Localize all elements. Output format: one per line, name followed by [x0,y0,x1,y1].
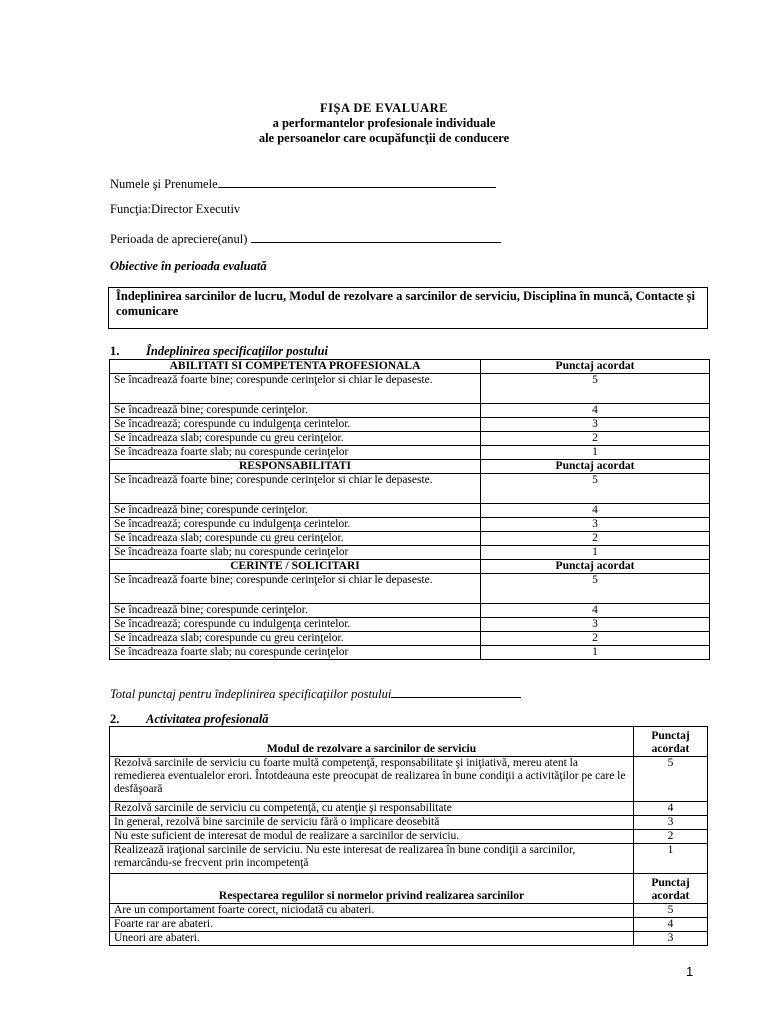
criterion-text: Realizează iraţional sarcinile de serviciu. Nu este interesat de realizarea în bune condiţii a sarcinilor, remarcându-se frecvent prin incompetenţă [110,844,634,874]
score-cell[interactable]: 2 [481,532,710,546]
score-cell[interactable]: 3 [481,518,710,532]
criterion-text: Se încadrează bine; corespunde cerinţelor. [110,504,481,518]
criterion-text: Se încadrează foarte bine; corespunde cerinţelor si chiar le depaseste. [110,374,481,404]
score-cell[interactable]: 2 [481,632,710,646]
group-header-row [110,360,710,374]
score-cell[interactable]: 1 [481,546,710,560]
criterion-text: Uneori are abateri. [110,932,634,946]
table-row [110,646,710,660]
score-cell[interactable]: 4 [481,504,710,518]
table-row [110,618,710,632]
score-cell[interactable]: 5 [634,757,708,802]
table-row [110,830,708,844]
group-title: RESPONSABILITATI [110,460,481,474]
group-header-row [110,727,708,757]
name-field [110,175,496,192]
document-subtitle: a performantelor profesionale individuale [272,116,496,130]
criterion-text: Se încadreaza slab; corespunde cu greu cerinţelor. [110,632,481,646]
table-row [110,816,708,830]
score-cell[interactable]: 1 [481,446,710,460]
score-cell[interactable]: 3 [481,418,710,432]
score-header: Punctaj acordat [634,727,708,757]
criterion-text: Nu este suficient de interesat de modul de realizare a sarcinilor de serviciu. [110,830,634,844]
criterion-text: Se încadrează; corespunde cu indulgenţa cerintelor. [110,618,481,632]
period-field [110,230,501,247]
criterion-text: In general, rezolvă bine sarcinile de serviciu fără o implicare deosebită [110,816,634,830]
criterion-text: Se încadreaza slab; corespunde cu greu cerinţelor. [110,432,481,446]
table-row [110,432,710,446]
objectives-box: Îndeplinirea sarcinilor de lucru, Modul de rezolvare a sarcinilor de serviciu, Disciplina în muncă, Contacte și comunicare [108,287,708,329]
table-row [110,546,710,560]
group-title: Respectarea regulilor si normelor privind realizarea sarcinilor [110,874,634,904]
criterion-text: Are un comportament foarte corect, niciodată cu abateri. [110,904,634,918]
specifications-table [109,359,710,660]
score-header: Punctaj acordat [481,560,710,574]
document-subtitle: ale persoanelor care ocupăfuncţii de conducere [258,131,510,145]
score-cell[interactable]: 1 [634,844,708,874]
score-cell[interactable]: 5 [481,374,710,404]
criterion-text: Se încadreaza slab; corespunde cu greu cerinţelor. [110,532,481,546]
section2-title: Activitatea profesională [146,712,269,726]
section1-title: Îndeplinirea specificaţiilor postului [146,344,328,358]
criterion-text: Se încadrează foarte bine; corespunde cerinţelor si chiar le depaseste. [110,474,481,504]
period-label: Perioada de apreciere(anul) [110,232,248,246]
score-header: Punctaj acordat [481,460,710,474]
section2-number: 2. [110,712,120,726]
criterion-text: Se încadreaza foarte slab; nu corespunde cerinţelor [110,446,481,460]
name-blank-line[interactable] [218,175,496,188]
criterion-text: Se încadrează bine; corespunde cerinţelor. [110,604,481,618]
score-cell[interactable]: 5 [634,904,708,918]
table-row [110,532,710,546]
group-title: ABILITATI SI COMPETENTA PROFESIONALA [110,360,481,374]
function-field: Funcţia:Director Executiv [110,202,241,216]
score-cell[interactable]: 4 [481,404,710,418]
table-row [110,504,710,518]
table-row [110,904,708,918]
criterion-text: Se încadrează; corespunde cu indulgenţa cerintelor. [110,518,481,532]
group-header-row [110,560,710,574]
table-row [110,404,710,418]
section2-heading [110,712,269,727]
table-row [110,802,708,816]
total-blank-line[interactable] [391,685,521,698]
criterion-text: Rezolvă sarcinile de serviciu cu competenţă, cu atenţie şi responsabilitate [110,802,634,816]
criterion-text: Se încadrează; corespunde cu indulgenţa cerintelor. [110,418,481,432]
score-cell[interactable]: 3 [634,816,708,830]
group-header-row [110,874,708,904]
group-header-row [110,460,710,474]
table-row [110,446,710,460]
score-cell[interactable]: 2 [481,432,710,446]
document-title: FIȘA DE EVALUARE [320,101,448,115]
score-header: Punctaj acordat [481,360,710,374]
section1-heading [110,344,328,359]
score-cell[interactable]: 2 [634,830,708,844]
section1-number: 1. [110,344,120,358]
criterion-text: Se încadreaza foarte slab; nu corespunde cerinţelor [110,646,481,660]
group-title: Modul de rezolvare a sarcinilor de serviciu [110,727,634,757]
score-cell[interactable]: 5 [481,574,710,604]
table-row [110,574,710,604]
table-row [110,474,710,504]
score-cell[interactable]: 4 [481,604,710,618]
score-cell[interactable]: 3 [481,618,710,632]
criterion-text: Se încadrează bine; corespunde cerinţelor. [110,404,481,418]
table-row [110,518,710,532]
table-row [110,604,710,618]
criterion-text: Rezolvă sarcinile de serviciu cu foarte multă competenţă, responsabilitate şi iniţiativă, mereu atent la remedierea eventualelor erori. Întotdeauna este preocupat de realizarea în bune condiţii a activităţilor pe care le desfăşoară [110,757,634,802]
period-blank-line[interactable] [251,230,501,243]
group-title: CERINTE / SOLICITARI [110,560,481,574]
score-cell[interactable]: 5 [481,474,710,504]
table-row [110,932,708,946]
table-row [110,632,710,646]
table-row [110,844,708,874]
score-header: Punctaj acordat [634,874,708,904]
total-line [110,685,521,702]
score-cell[interactable]: 3 [634,932,708,946]
criterion-text: Se încadrează foarte bine; corespunde cerinţelor si chiar le depaseste. [110,574,481,604]
criterion-text: Se încadreaza foarte slab; nu corespunde cerinţelor [110,546,481,560]
score-cell[interactable]: 4 [634,802,708,816]
score-cell[interactable]: 1 [481,646,710,660]
objectives-heading: Obiective în perioada evaluată [110,259,267,273]
table-row [110,757,708,802]
criterion-text: Foarte rar are abateri. [110,918,634,932]
score-cell[interactable]: 4 [634,918,708,932]
table-row [110,374,710,404]
activity-table [109,726,708,946]
page-number: 1 [686,964,694,979]
total-label: Total punctaj pentru îndeplinirea specificaţiilor postului [110,687,392,701]
name-label: Numele şi Prenumele [110,177,218,191]
table-row [110,418,710,432]
table-row [110,918,708,932]
